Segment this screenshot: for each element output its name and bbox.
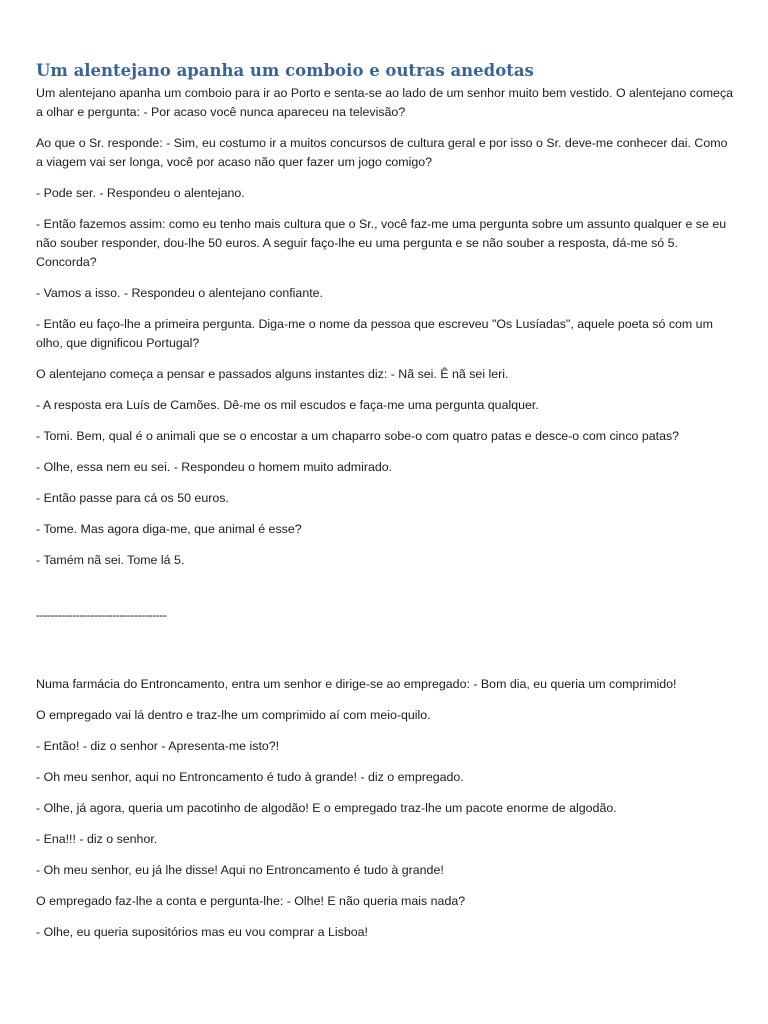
paragraph: - Olhe, já agora, queria um pacotinho de algodão! E o empregado traz-lhe um pacote enorme de algodão. [36,801,617,815]
paragraph: - Pode ser. - Respondeu o alentejano. [36,186,245,200]
paragraph: - Oh meu senhor, eu já lhe disse! Aqui no Entroncamento é tudo à grande! [36,863,444,877]
paragraph: O alentejano começa a pensar e passados alguns instantes diz: - Nã sei. Ê nã sei leri. [36,367,509,381]
paragraph: - Ena!!! - diz o senhor. [36,832,158,846]
paragraph: - Então eu faço-lhe a primeira pergunta. Diga-me o nome da pessoa que escreveu "Os Lusíadas", aquele poeta só com um olho, que dignificou Portugal? [36,317,713,350]
paragraph: Um alentejano apanha um comboio para ir ao Porto e senta-se ao lado de um senhor muito bem vestido. O alentejano começa a olhar e pergunta: - Por acaso você nunca apareceu na televisão? [36,86,734,119]
paragraph: - Então passe para cá os 50 euros. [36,491,229,505]
joke-2 [36,675,736,942]
section-separator: ------------------------------------ [36,608,167,622]
document-title: Um alentejano apanha um comboio e outras anedotas [36,61,534,80]
document-page [36,60,736,954]
paragraph: - Então! - diz o senhor - Apresenta-me isto?! [36,739,280,753]
paragraph: - A resposta era Luís de Camões. Dê-me os mil escudos e faça-me uma pergunta qualquer. [36,398,539,412]
paragraph: - Olhe, essa nem eu sei. - Respondeu o homem muito admirado. [36,460,393,474]
paragraph: - Olhe, eu queria supositórios mas eu vou comprar a Lisboa! [36,925,368,939]
paragraph: O empregado faz-lhe a conta e pergunta-lhe: - Olhe! E não queria mais nada? [36,894,466,908]
paragraph: - Vamos a isso. - Respondeu o alentejano confiante. [36,286,323,300]
paragraph: - Tomi. Bem, qual é o animali que se o encostar a um chaparro sobe-o com quatro patas e desce-o com cinco patas? [36,429,680,443]
paragraph: Numa farmácia do Entroncamento, entra um senhor e dirige-se ao empregado: - Bom dia, eu queria um comprimido! [36,677,677,691]
paragraph: - Tome. Mas agora diga-me, que animal é esse? [36,522,302,536]
paragraph: - Tamém nã sei. Tome lá 5. [36,553,185,567]
paragraph: O empregado vai lá dentro e traz-lhe um comprimido aí com meio-quilo. [36,708,431,722]
paragraph: - Oh meu senhor, aqui no Entroncamento é tudo à grande! - diz o empregado. [36,770,464,784]
paragraph: - Então fazemos assim: como eu tenho mais cultura que o Sr., você faz-me uma pergunta sobre um assunto qualquer e se eu não souber responder, dou-lhe 50 euros. A seguir faço-lhe eu uma pergunta e se não souber a resposta, dá-me só 5. Concorda? [36,217,727,269]
joke-1 [36,84,736,570]
paragraph: Ao que o Sr. responde: - Sim, eu costumo ir a muitos concursos de cultura geral e por isso o Sr. deve-me conhecer dai. Como a viagem vai ser longa, você por acaso não quer fazer um jogo comigo? [36,136,728,169]
